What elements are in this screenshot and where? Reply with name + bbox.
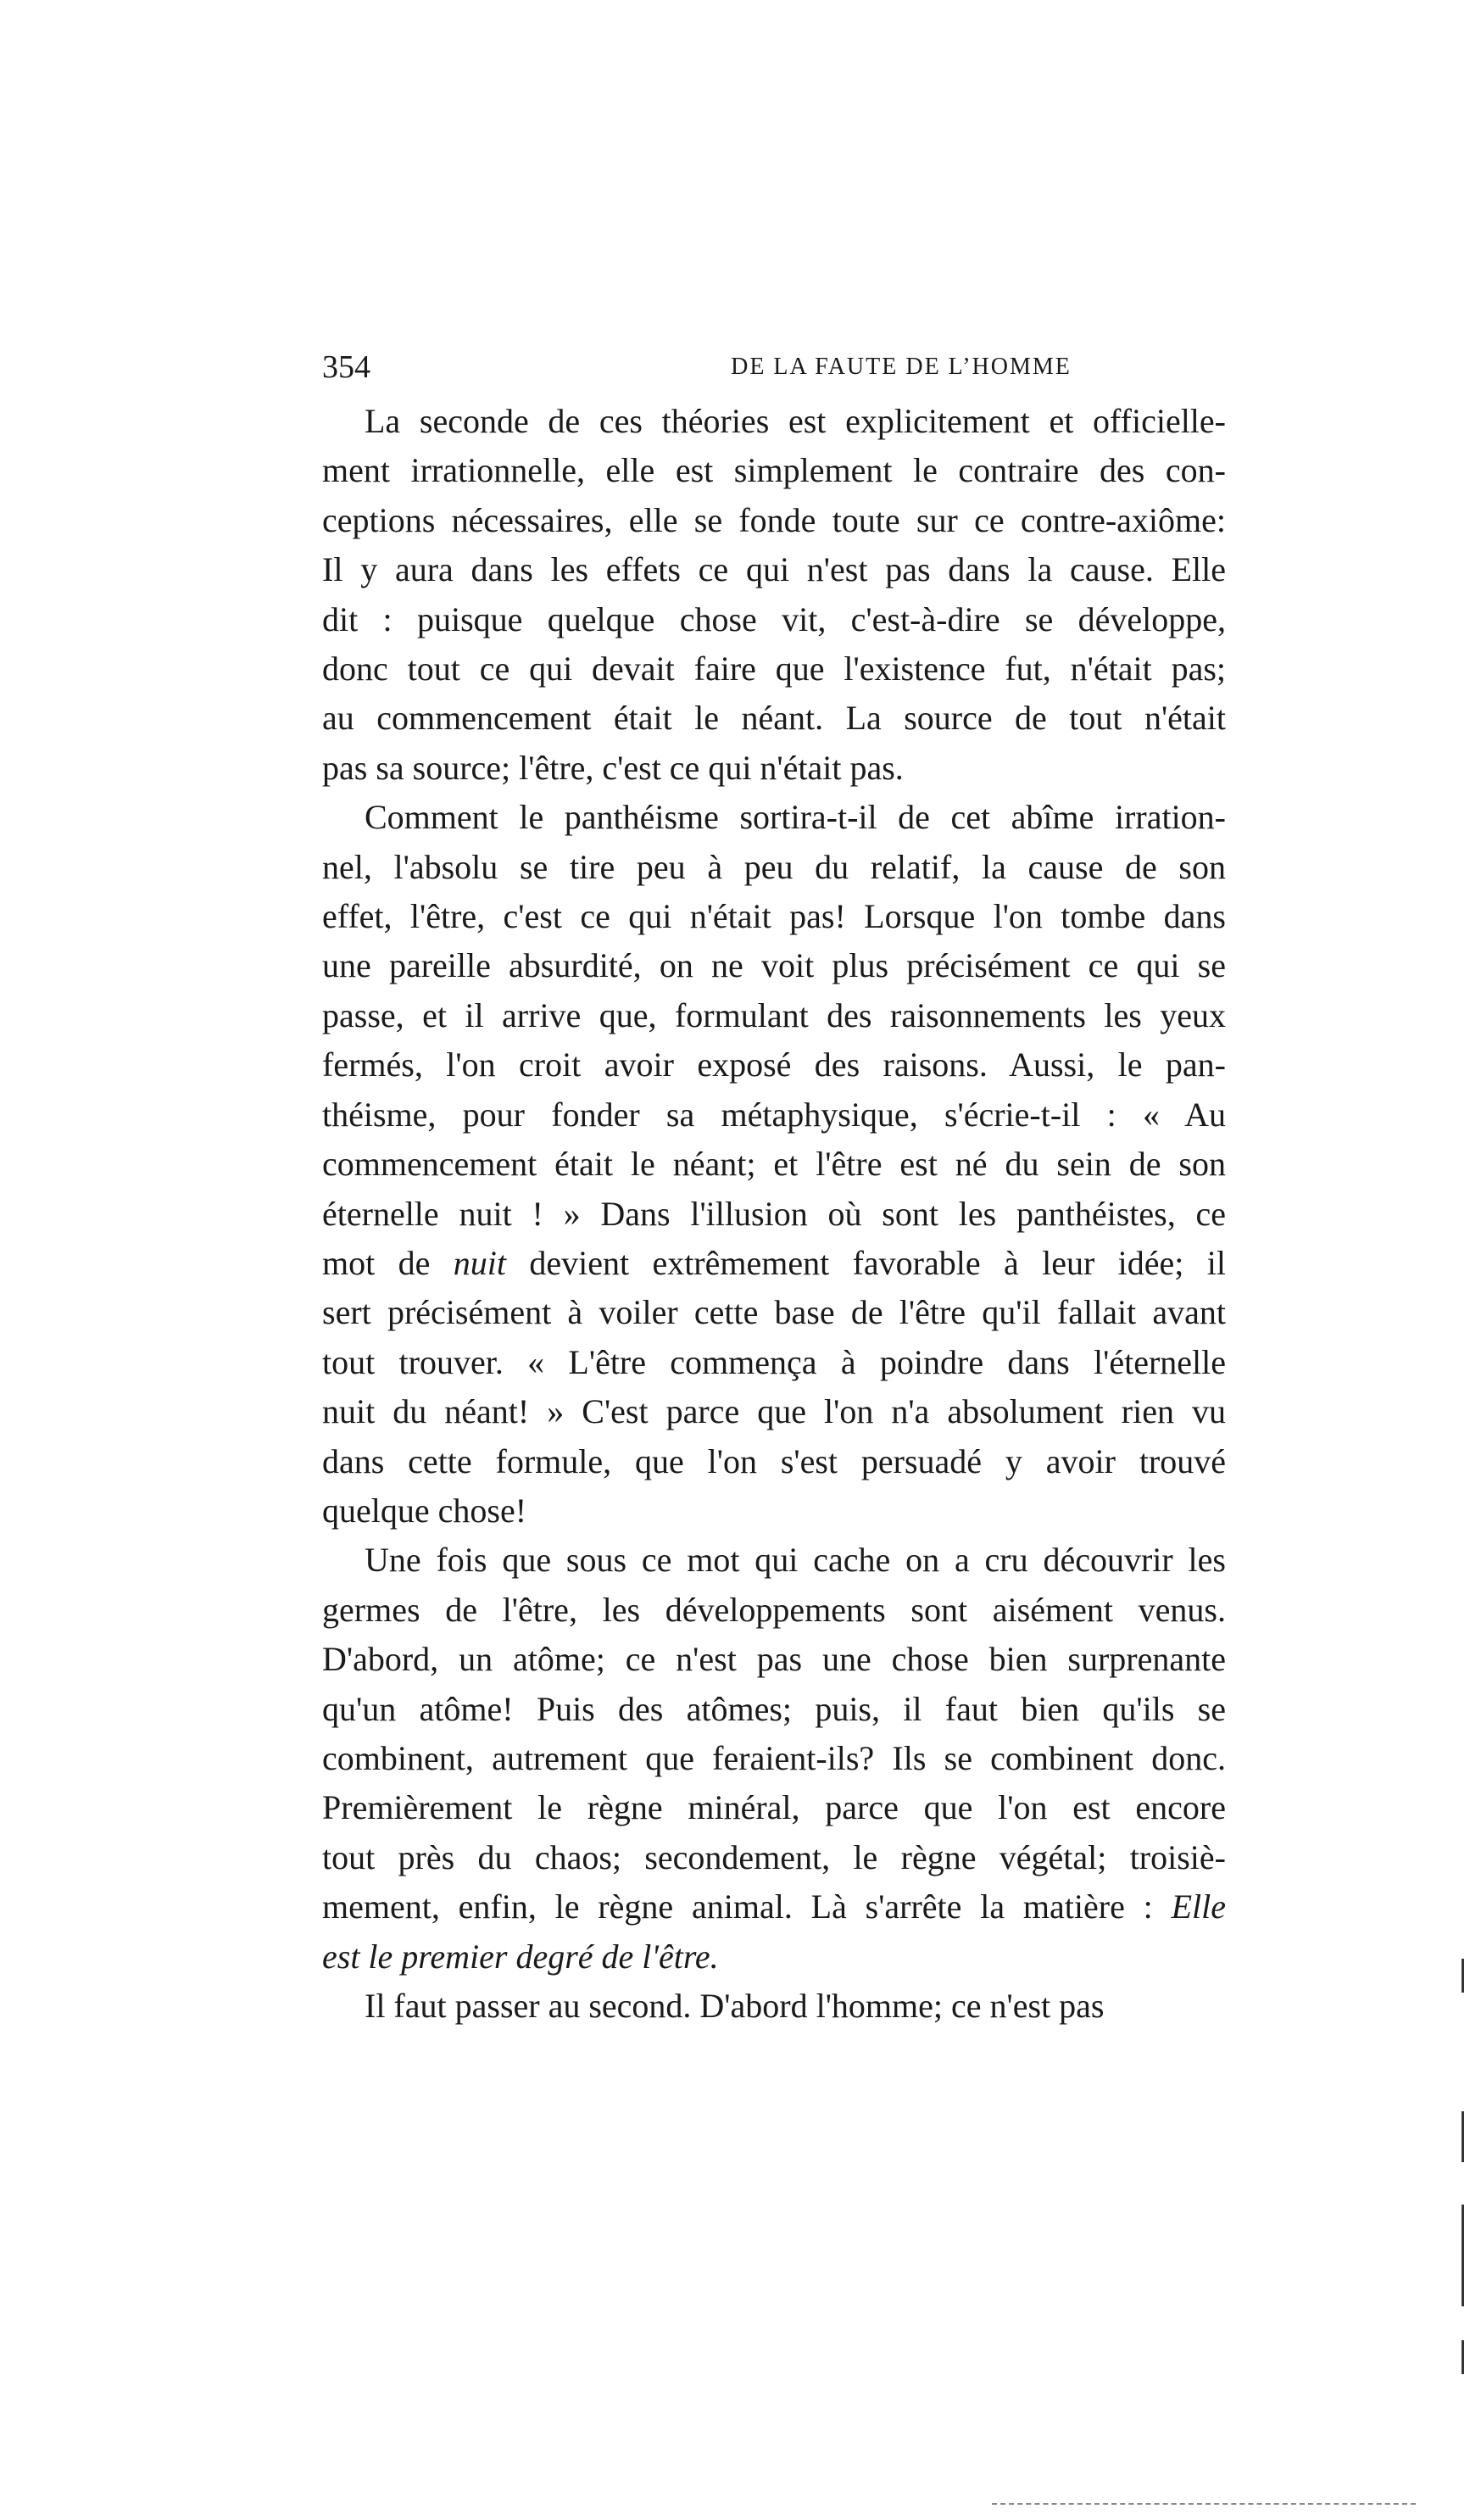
text-line: effet, l'être, c'est ce qui n'était pas! Lorsque l'on tombe dans	[322, 897, 1226, 936]
paragraph	[322, 1536, 1226, 1982]
scan-edge-marks	[1436, 0, 1470, 2520]
text-segment: devient extrêmement favorable à leur idée; il	[505, 1243, 1226, 1282]
text-line: sert précisément à voiler cette base de l'être qu'il fallait avant	[322, 1293, 1226, 1332]
text-line: Premièrement le règne minéral, parce que l'on est encore	[322, 1788, 1226, 1827]
italic-text: Elle	[1171, 1887, 1226, 1926]
text-line: quelque chose!	[322, 1491, 527, 1530]
text-segment: mement, enfin, le règne animal. Là s'arrête la matière :	[322, 1887, 1172, 1926]
text-line: D'abord, un atôme; ce n'est pas une chose bien surprenante	[322, 1640, 1226, 1679]
text-line: Comment le panthéisme sortira-t-il de cet abîme irration-	[365, 798, 1226, 837]
paragraph	[322, 793, 1226, 1536]
running-title: DE LA FAUTE DE L’HOMME	[731, 354, 1072, 380]
italic-text: nuit	[453, 1243, 506, 1282]
text-line: fermés, l'on croit avoir exposé des raisons. Aussi, le pan-	[322, 1045, 1226, 1084]
text-line: tout trouver. « L'être commença à poindre dans l'éternelle	[322, 1342, 1226, 1381]
text-line: ceptions nécessaires, elle se fonde toute sur ce contre-axiôme:	[322, 500, 1226, 539]
text-line: une pareille absurdité, on ne voit plus précisément ce qui se	[322, 946, 1226, 985]
page-number: 354	[322, 349, 370, 385]
scan-mark	[1462, 2205, 1464, 2306]
text-line: dans cette formule, que l'on s'est persuadé y avoir trouvé	[322, 1441, 1226, 1480]
text-line	[322, 1239, 1226, 1288]
text-line: nuit du néant! » C'est parce que l'on n'a absolument rien vu	[322, 1392, 1226, 1431]
text-line: dit : puisque quelque chose vit, c'est-à-dire se développe,	[322, 599, 1226, 638]
text-line	[322, 1932, 1226, 1982]
text-line: nel, l'absolu se tire peu à peu du relatif, la cause de son	[322, 847, 1226, 886]
text-line: théisme, pour fonder sa métaphysique, s'écrie-t-il : « Au	[322, 1095, 1226, 1134]
scan-mark	[1462, 2111, 1464, 2162]
text-line: qu'un atôme! Puis des atômes; puis, il faut bien qu'ils se	[322, 1689, 1226, 1728]
text-line: pas sa source; l'être, c'est ce qui n'était pas.	[322, 748, 904, 787]
text-line: Une fois que sous ce mot qui cache on a cru découvrir les	[365, 1541, 1226, 1580]
scan-bottom-dashes	[992, 2498, 1416, 2505]
page-header	[322, 346, 1226, 388]
text-line: tout près du chaos; secondement, le règne végétal; troisiè-	[322, 1837, 1226, 1876]
italic-text: est le premier degré de l'être.	[322, 1937, 719, 1976]
paragraph	[322, 397, 1226, 793]
text-line: passe, et il arrive que, formulant des raisonnements les yeux	[322, 995, 1226, 1034]
text-segment: mot de	[322, 1243, 454, 1282]
text-line: commencement était le néant; et l'être est né du sein de son	[322, 1145, 1226, 1184]
text-line: La seconde de ces théories est explicitement et officielle-	[365, 402, 1226, 440]
text-line: Il faut passer au second. D'abord l'homme; ce n'est pas	[365, 1987, 1105, 2025]
scan-mark	[1462, 1959, 1464, 1993]
text-line: donc tout ce qui devait faire que l'existence fut, n'était pas;	[322, 650, 1226, 689]
text-line: éternelle nuit ! » Dans l'illusion où sont les panthéistes, ce	[322, 1194, 1226, 1233]
body-text	[322, 397, 1226, 2031]
scan-mark	[1462, 2340, 1464, 2374]
text-line: au commencement était le néant. La source de tout n'était	[322, 699, 1226, 738]
text-line	[322, 1882, 1226, 1932]
text-line: Il y aura dans les effets ce qui n'est pas dans la cause. Elle	[322, 550, 1226, 589]
paragraph	[322, 1982, 1226, 2031]
text-line: germes de l'être, les développements sont aisément venus.	[322, 1590, 1226, 1629]
text-line: ment irrationnelle, elle est simplement le contraire des con-	[322, 451, 1226, 490]
text-line: combinent, autrement que feraient-ils? Ils se combinent donc.	[322, 1738, 1226, 1777]
